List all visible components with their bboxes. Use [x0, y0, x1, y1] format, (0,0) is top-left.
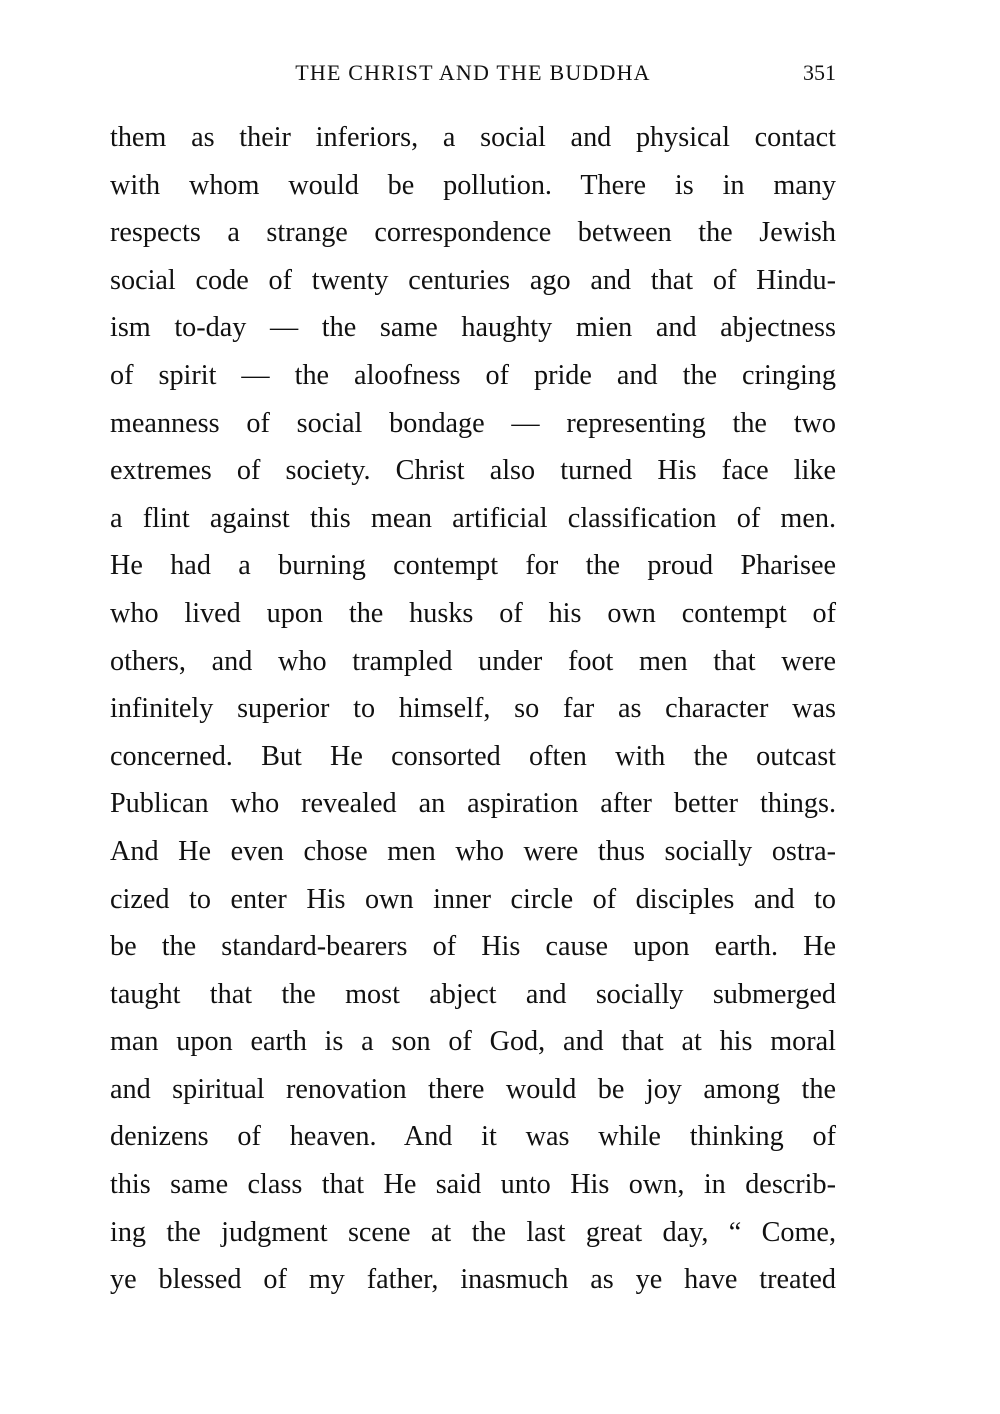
page-number: 351	[803, 60, 836, 85]
text-line: taught that the most abject and socially submerged	[110, 978, 836, 1010]
running-title: THE CHRIST AND THE BUDDHA	[295, 60, 651, 85]
text-line: with whom would be pollution. There is in many	[110, 169, 836, 201]
text-line: ing the judgment scene at the last great day, “ Come,	[110, 1216, 836, 1248]
text-line: infinitely superior to himself, so far as character was	[110, 693, 836, 725]
text-line: ism to-day — the same haughty mien and abjectness	[110, 312, 836, 344]
text-line: social code of twenty centuries ago and that of Hindu-	[110, 264, 836, 296]
text-line: And He even chose men who were thus socially ostra-	[110, 835, 836, 867]
text-line: others, and who trampled under foot men that were	[110, 645, 836, 677]
text-line: concerned. But He consorted often with the outcast	[110, 740, 836, 772]
text-line: a flint against this mean artificial classification of men.	[110, 502, 836, 534]
text-line: and spiritual renovation there would be joy among the	[110, 1073, 836, 1105]
body-text	[110, 114, 836, 1304]
text-line: of spirit — the aloofness of pride and the cringing	[110, 359, 836, 391]
text-line: who lived upon the husks of his own contempt of	[110, 597, 836, 629]
text-line: He had a burning contempt for the proud Pharisee	[110, 550, 836, 582]
text-line: respects a strange correspondence between the Jewish	[110, 217, 836, 249]
text-line: cized to enter His own inner circle of disciples and to	[110, 883, 836, 915]
text-line: Publican who revealed an aspiration after better things.	[110, 788, 836, 820]
text-line: this same class that He said unto His own, in describ-	[110, 1169, 836, 1201]
text-line: them as their inferiors, a social and physical contact	[110, 122, 836, 153]
text-line: be the standard-bearers of His cause upon earth. He	[110, 931, 836, 963]
text-line: extremes of society. Christ also turned His face like	[110, 455, 836, 487]
text-line: denizens of heaven. And it was while thinking of	[110, 1121, 836, 1153]
text-line: meanness of social bondage — representing the two	[110, 407, 836, 439]
running-head	[110, 58, 836, 88]
text-line: ye blessed of my father, inasmuch as ye have treated	[110, 1264, 836, 1296]
text-line: man upon earth is a son of God, and that at his moral	[110, 1026, 836, 1058]
